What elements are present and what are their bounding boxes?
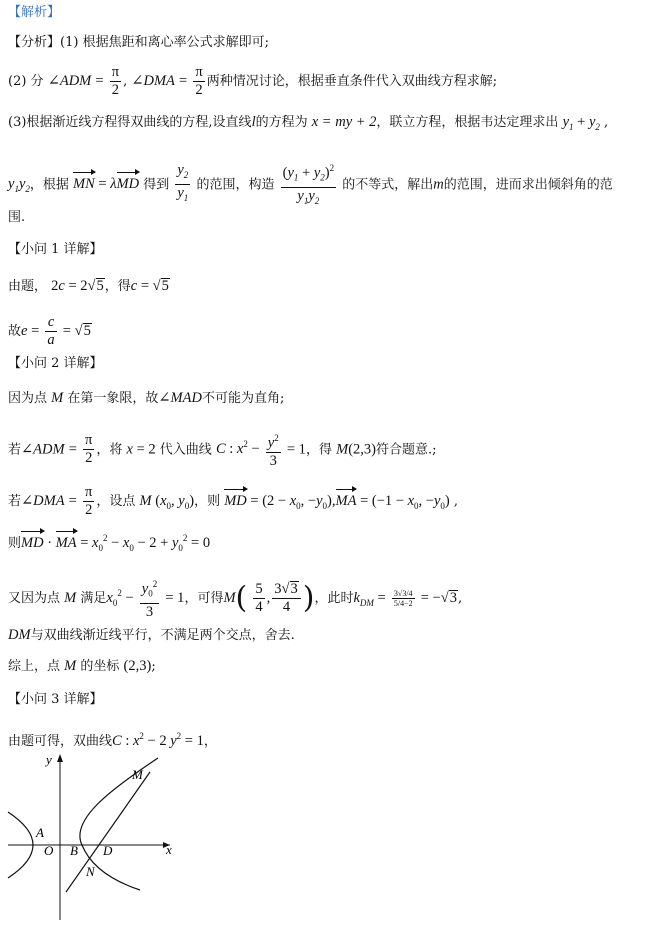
label-O: O — [44, 843, 54, 858]
q2-line-6: DM与双曲线渐近线平行，不满足两个交点，舍去. — [8, 627, 295, 643]
q2-line-5: 又因为点 M 满足$x_0^2$ − $\frac{y_0^2}{3}$ = 1，可得M( $\frac{5}{4}$ , $\frac{3√3}{4}$ )，此时$k_{DM}$ = $\frac{3√3/4}{5/4-2}$ = −√3, — [8, 576, 462, 621]
q2-line-7: 综上，点 M 的坐标 (2,3); — [8, 658, 156, 674]
q1-line-2: 故e = $\frac{c}{a}$ = √5 — [8, 314, 91, 348]
solution-header: 【解析】 — [8, 5, 61, 20]
analysis-line-1: 【分析】(1) 根据焦距和离心率公式求解即可; — [8, 35, 269, 50]
q1-line-1: 由题， 2c = 2√5，得c = √5 — [8, 278, 169, 294]
q1-title: 【小问 1 详解】 — [8, 242, 103, 257]
label-A: A — [36, 825, 44, 840]
label-M: M — [132, 767, 143, 782]
analysis-line-2: (2) 分 ∠ADM = $\frac{\pi}{2}$ , ∠DMA = $\frac{\pi}{2}$ 两种情况讨论，根据垂直条件代入双曲线方程求解; — [8, 64, 498, 98]
hyperbola-figure — [0, 750, 200, 925]
label-y: y — [46, 752, 52, 767]
q2-line-2: 若∠ADM = $\frac{\pi}{2}$ ，将 x = 2 代入曲线 C : $x^2$ − $\frac{y^2}{3}$ = 1，得 M(2,3)符合题意.; — [8, 430, 437, 470]
q2-line-3: 若∠DMA = $\frac{\pi}{2}$ ，设点 M ($x_0$, $y_0$)，则 MD = ($2 - x_0$, $-y_0),MA = (-1 - x_0$, $-y_0$) , — [8, 484, 458, 518]
q2-line-1: 因为点 M 在第一象限，故∠MAD不可能为直角; — [8, 390, 285, 406]
label-x: x — [166, 842, 172, 857]
q3-title: 【小问 3 详解】 — [8, 692, 103, 707]
q2-line-4: 则MD · MA = $x_0^2 - x_0 - 2 + y_0^2 = 0$ — [8, 528, 210, 558]
label-N: N — [86, 864, 95, 879]
analysis-line-3: (3)根据渐近线方程得双曲线的方程,设直线l的方程为 x = my + 2，联立方程，根据韦达定理求出 $y_1 + y_2$ , — [8, 114, 609, 132]
q2-title: 【小问 2 详解】 — [8, 356, 103, 371]
y-axis-arrow-icon — [57, 754, 63, 762]
secant-line — [66, 772, 150, 892]
analysis-line-5: 围. — [8, 210, 26, 225]
label-D: D — [103, 843, 113, 858]
q3-line-1: 由题可得，双曲线C : $x^2 - 2$ $y^2 = 1$， — [8, 731, 217, 749]
analysis-line-4: $y_1y_2$，根据 MN = λMD 得到 $\frac{y_2}{y_1}$ 的范围，构造 $\frac{(y_1 + y_2)^2}{y_1y_2}$ 的不等式，解出m的范围，进而求出倾斜角的范 — [8, 160, 613, 210]
label-B: B — [70, 843, 78, 858]
analysis-title: 【分析】 — [8, 35, 61, 50]
